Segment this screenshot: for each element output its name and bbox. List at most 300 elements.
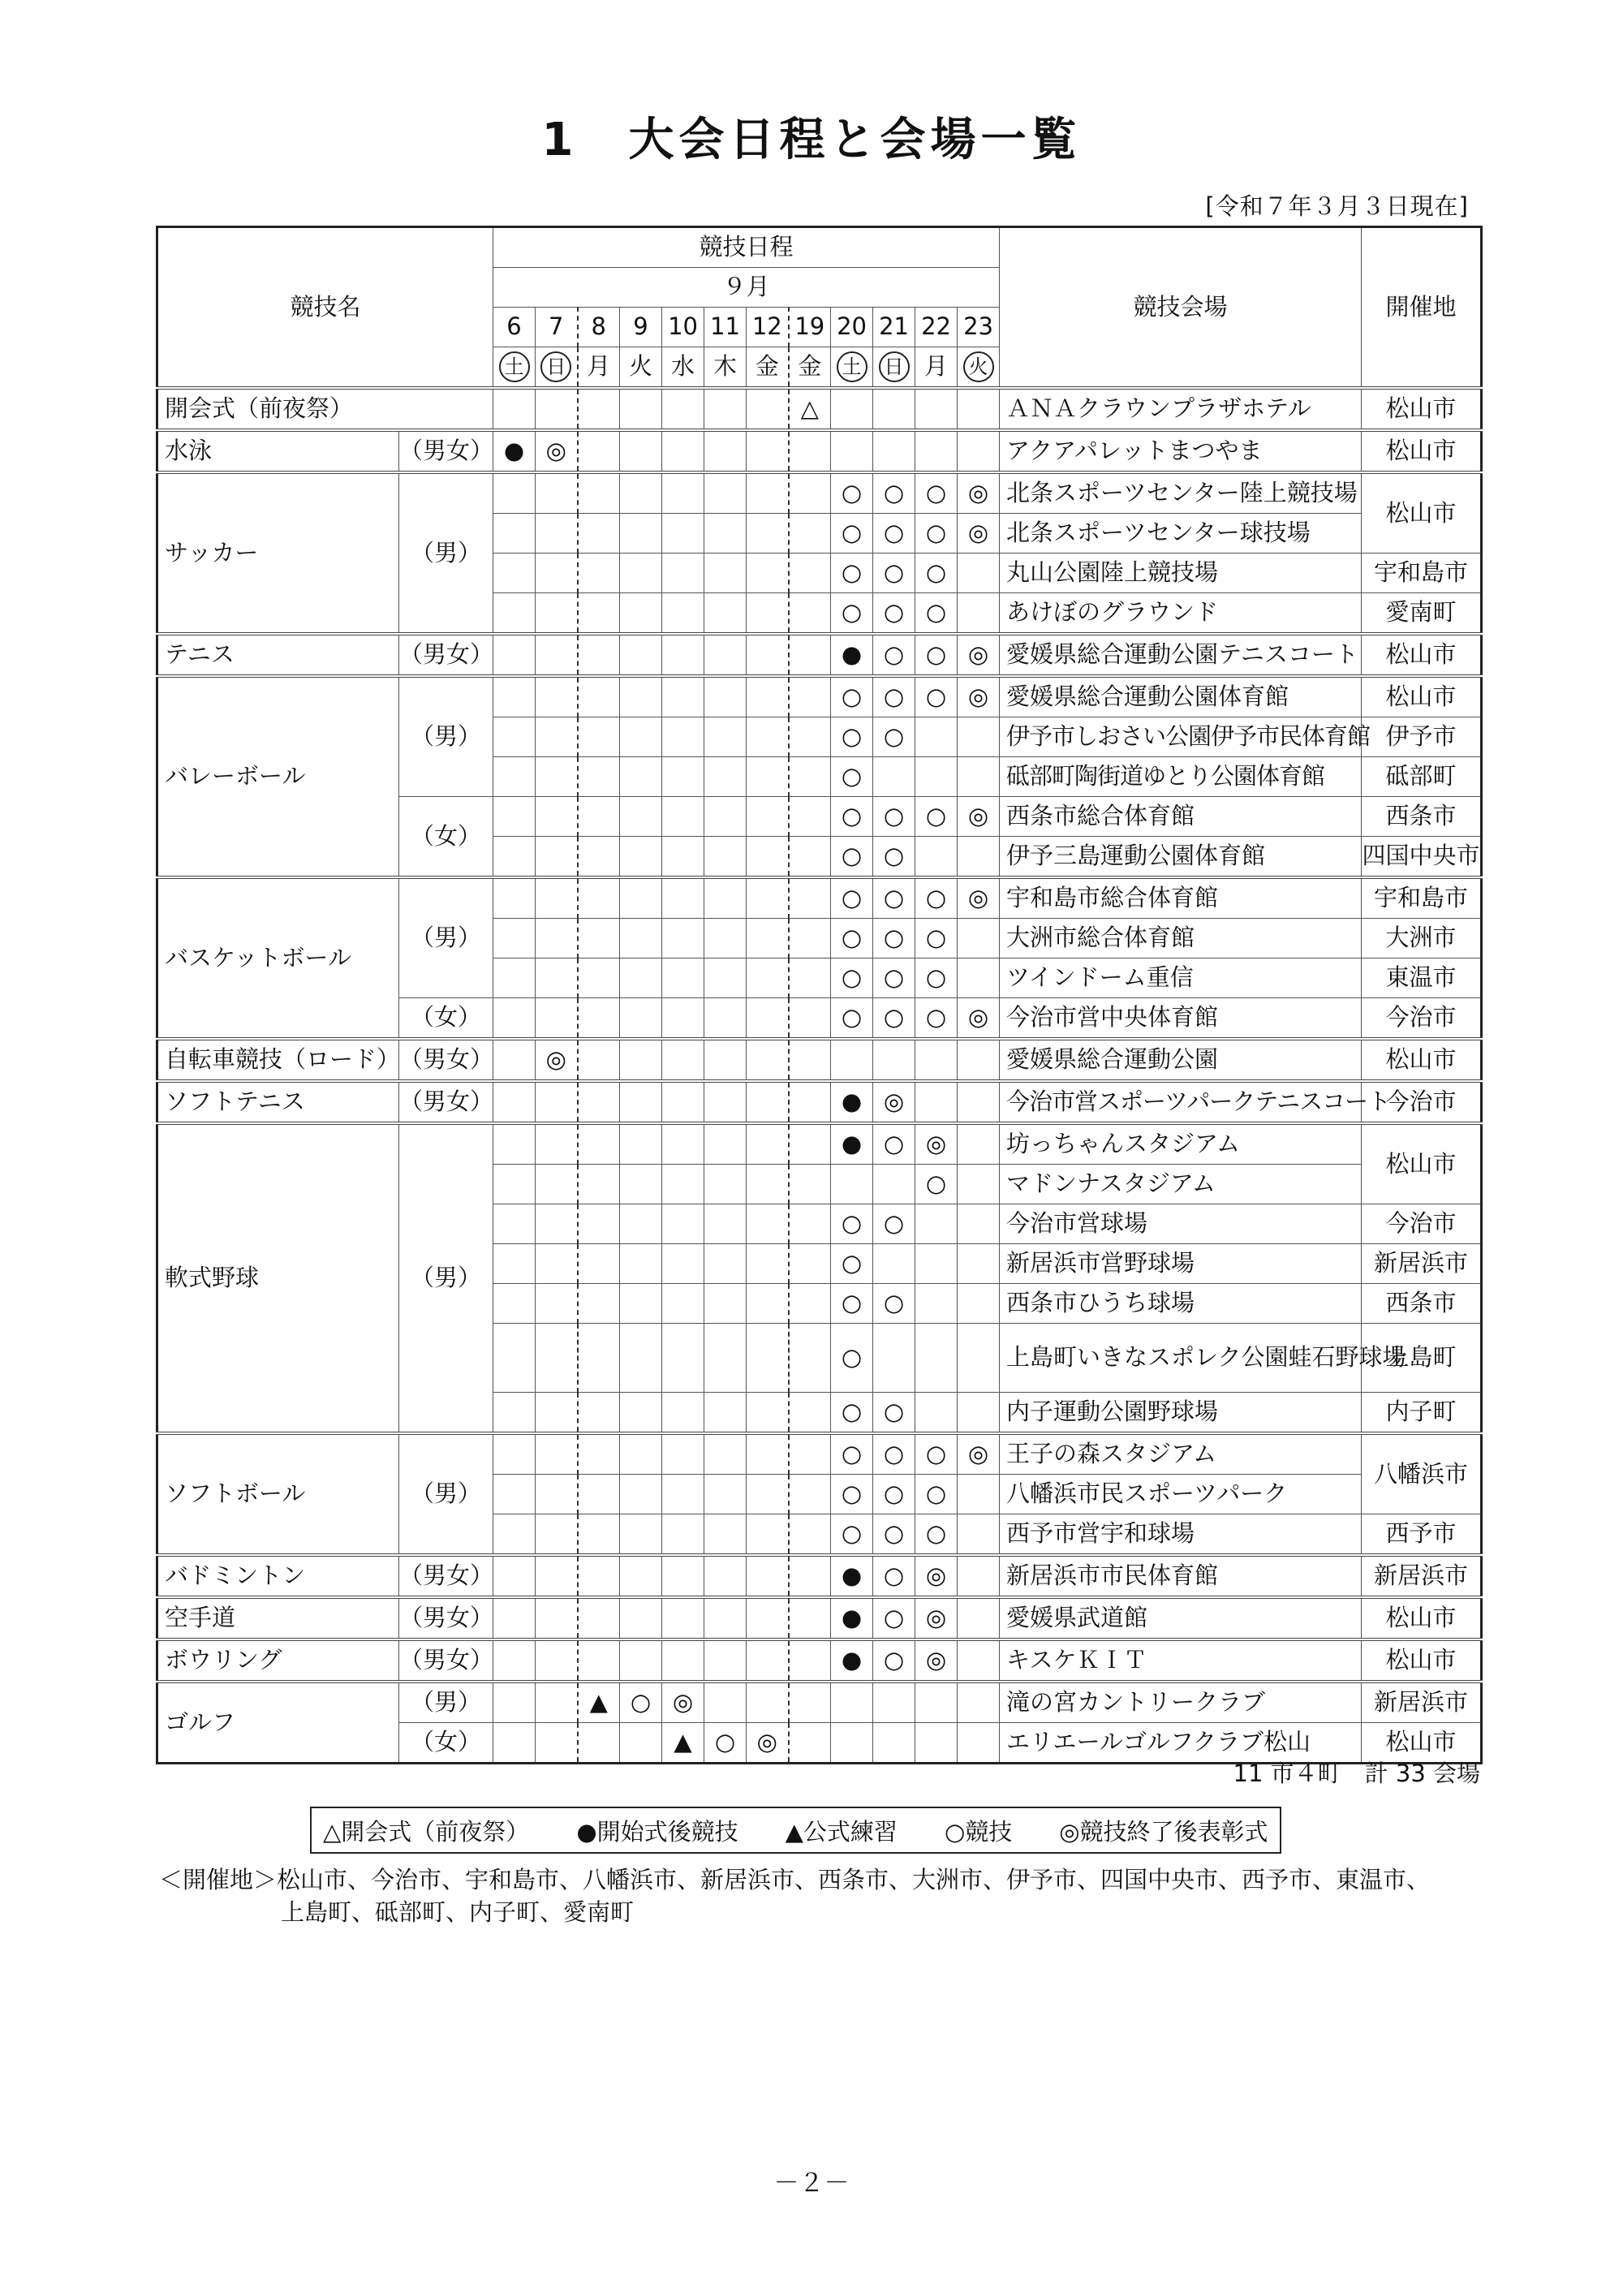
schedule-mark: ○ — [873, 593, 915, 635]
header-weekday — [958, 347, 1000, 389]
host-city: 松山市 — [1362, 430, 1482, 472]
schedule-mark — [789, 514, 831, 554]
table-row — [157, 1081, 1482, 1123]
schedule-mark — [747, 388, 789, 430]
venue-name: 西予市営宇和球場 — [1000, 1514, 1362, 1556]
schedule-mark — [789, 837, 831, 878]
venue-name: あけぼのグラウンド — [1000, 593, 1362, 635]
table-row — [157, 1039, 1482, 1081]
schedule-mark — [789, 797, 831, 837]
schedule-mark — [662, 634, 704, 676]
schedule-mark — [873, 1324, 915, 1393]
schedule-mark — [704, 877, 747, 919]
schedule-mark — [493, 676, 536, 717]
schedule-mark: ○ — [873, 472, 915, 514]
schedule-mark — [536, 634, 578, 676]
schedule-mark: ◎ — [958, 877, 1000, 919]
schedule-mark — [704, 1081, 747, 1123]
schedule-mark — [662, 1639, 704, 1682]
schedule-mark — [747, 1475, 789, 1514]
schedule-mark — [578, 634, 620, 676]
schedule-mark — [747, 634, 789, 676]
schedule-mark — [958, 1393, 1000, 1434]
event-division: （男女） — [399, 634, 493, 676]
schedule-mark — [662, 797, 704, 837]
schedule-mark — [620, 1723, 662, 1764]
schedule-mark — [578, 1324, 620, 1393]
schedule-mark — [578, 388, 620, 430]
schedule-mark — [704, 837, 747, 878]
schedule-mark — [704, 634, 747, 676]
schedule-mark — [704, 1039, 747, 1081]
table-row — [157, 1433, 1482, 1475]
schedule-mark — [747, 1514, 789, 1556]
venue-name: エリエールゴルフクラブ松山 — [1000, 1723, 1362, 1764]
header-day: 22 — [915, 308, 958, 347]
schedule-mark — [578, 1081, 620, 1123]
schedule-mark: ○ — [831, 1324, 873, 1393]
schedule-mark — [578, 1514, 620, 1556]
schedule-mark — [915, 1039, 958, 1081]
venue-name: 丸山公園陸上競技場 — [1000, 554, 1362, 593]
venue-name: 宇和島市総合体育館 — [1000, 877, 1362, 919]
schedule-mark — [493, 958, 536, 998]
schedule-mark — [620, 1433, 662, 1475]
venue-name: 砥部町陶街道ゆとり公園体育館 — [1000, 757, 1362, 797]
schedule-mark: ○ — [831, 472, 873, 514]
header-day: 8 — [578, 308, 620, 347]
schedule-mark — [578, 1433, 620, 1475]
host-city: 内子町 — [1362, 1393, 1482, 1434]
event-name: バスケットボール — [157, 877, 399, 1039]
schedule-mark — [578, 1284, 620, 1324]
schedule-mark — [915, 1324, 958, 1393]
venue-name: 西条市総合体育館 — [1000, 797, 1362, 837]
schedule-mark — [704, 1433, 747, 1475]
host-city: 新居浜市 — [1362, 1555, 1482, 1597]
weekday-label: 土 — [499, 351, 530, 382]
schedule-mark: ○ — [704, 1723, 747, 1764]
schedule-mark — [662, 1393, 704, 1434]
schedule-mark — [704, 388, 747, 430]
schedule-mark — [789, 1123, 831, 1165]
schedule-mark — [789, 1204, 831, 1244]
as-of-date: [令和７年３月３日現在] — [1205, 192, 1469, 220]
schedule-mark — [704, 1165, 747, 1204]
schedule-mark: ○ — [873, 1204, 915, 1244]
schedule-mark: ◎ — [873, 1081, 915, 1123]
schedule-mark — [704, 676, 747, 717]
schedule-mark — [747, 998, 789, 1040]
schedule-mark: ▲ — [578, 1682, 620, 1723]
schedule-mark: ● — [831, 1081, 873, 1123]
schedule-mark: ○ — [873, 919, 915, 958]
schedule-mark — [958, 837, 1000, 878]
venue-name: ＡＮＡクラウンプラザホテル — [1000, 388, 1362, 430]
schedule-mark: ○ — [831, 757, 873, 797]
schedule-mark: ○ — [873, 1475, 915, 1514]
schedule-mark — [747, 757, 789, 797]
schedule-mark — [662, 1475, 704, 1514]
schedule-mark — [958, 1123, 1000, 1165]
schedule-mark — [493, 837, 536, 878]
schedule-mark — [620, 388, 662, 430]
schedule-mark: ● — [831, 634, 873, 676]
table-row — [157, 472, 1482, 514]
schedule-mark — [620, 1639, 662, 1682]
schedule-mark — [958, 1682, 1000, 1723]
table-row — [157, 430, 1482, 472]
event-name: テニス — [157, 634, 399, 676]
header-weekday — [620, 347, 662, 389]
schedule-mark: ○ — [831, 1284, 873, 1324]
schedule-mark — [831, 1039, 873, 1081]
schedule-mark: ◎ — [915, 1555, 958, 1597]
venue-name: 上島町いきなスポレク公園蛙石野球場 — [1000, 1324, 1362, 1393]
table-row — [157, 676, 1482, 717]
schedule-mark — [662, 514, 704, 554]
schedule-mark — [747, 514, 789, 554]
schedule-mark — [493, 1165, 536, 1204]
schedule-mark — [747, 1284, 789, 1324]
schedule-mark — [620, 1244, 662, 1284]
schedule-mark: ○ — [873, 1555, 915, 1597]
schedule-mark — [578, 472, 620, 514]
schedule-mark — [958, 1723, 1000, 1764]
schedule-mark — [578, 1475, 620, 1514]
schedule-mark — [620, 554, 662, 593]
schedule-mark — [958, 554, 1000, 593]
weekday-label: 月 — [587, 352, 611, 381]
schedule-mark — [493, 1723, 536, 1764]
schedule-mark — [493, 1204, 536, 1244]
schedule-mark — [789, 554, 831, 593]
schedule-mark — [620, 676, 662, 717]
schedule-mark — [915, 1393, 958, 1434]
header-day: 23 — [958, 308, 1000, 347]
schedule-mark — [831, 1723, 873, 1764]
venue-name: 愛媛県総合運動公園体育館 — [1000, 676, 1362, 717]
table-row — [157, 1639, 1482, 1682]
schedule-mark — [578, 1723, 620, 1764]
weekday-label: 日 — [879, 351, 910, 382]
schedule-mark — [789, 998, 831, 1040]
event-division: （女） — [399, 797, 493, 878]
schedule-mark — [789, 1393, 831, 1434]
schedule-mark — [620, 472, 662, 514]
schedule-mark — [662, 1081, 704, 1123]
schedule-mark — [578, 1039, 620, 1081]
schedule-mark — [789, 1555, 831, 1597]
schedule-mark — [747, 1555, 789, 1597]
schedule-mark — [704, 1597, 747, 1639]
schedule-mark: ◎ — [958, 634, 1000, 676]
schedule-mark — [662, 388, 704, 430]
schedule-mark — [620, 1204, 662, 1244]
legend-item-awards: ◎競技終了後表彰式 — [1059, 1817, 1268, 1846]
schedule-mark — [747, 919, 789, 958]
table-row — [157, 877, 1482, 919]
schedule-mark — [578, 676, 620, 717]
schedule-mark: ◎ — [662, 1682, 704, 1723]
schedule-mark — [789, 472, 831, 514]
schedule-mark — [873, 1244, 915, 1284]
schedule-mark — [493, 1324, 536, 1393]
schedule-mark: ○ — [915, 797, 958, 837]
schedule-mark — [704, 958, 747, 998]
venue-name: 西条市ひうち球場 — [1000, 1284, 1362, 1324]
schedule-mark: ◎ — [958, 998, 1000, 1040]
schedule-mark — [958, 717, 1000, 757]
schedule-mark — [620, 1165, 662, 1204]
schedule-mark — [578, 877, 620, 919]
schedule-mark — [958, 1039, 1000, 1081]
legend-item-opening-ceremony: △開会式（前夜祭） — [323, 1817, 530, 1846]
venue-name: 愛媛県総合運動公園テニスコート — [1000, 634, 1362, 676]
weekday-label: 金 — [798, 352, 822, 381]
schedule-mark — [958, 919, 1000, 958]
schedule-mark — [536, 1081, 578, 1123]
host-city: 松山市 — [1362, 1123, 1482, 1204]
table-row — [157, 634, 1482, 676]
schedule-mark: ◎ — [536, 1039, 578, 1081]
host-city: 西条市 — [1362, 797, 1482, 837]
schedule-mark: ○ — [915, 1433, 958, 1475]
header-weekday — [704, 347, 747, 389]
weekday-label: 火 — [629, 352, 653, 381]
schedule-mark — [873, 388, 915, 430]
schedule-mark — [789, 1284, 831, 1324]
schedule-mark: ○ — [873, 1639, 915, 1682]
schedule-mark — [662, 1165, 704, 1204]
schedule-mark — [620, 1039, 662, 1081]
schedule-mark: ○ — [873, 717, 915, 757]
schedule-mark — [536, 1682, 578, 1723]
host-cities-note — [159, 1863, 1490, 1928]
schedule-mark: ○ — [873, 1393, 915, 1434]
schedule-mark — [958, 1284, 1000, 1324]
schedule-mark: ○ — [831, 676, 873, 717]
schedule-mark — [704, 593, 747, 635]
header-day: 21 — [873, 308, 915, 347]
host-city: 大洲市 — [1362, 919, 1482, 958]
schedule-mark — [831, 1682, 873, 1723]
header-event-name: 競技名 — [157, 227, 493, 389]
schedule-mark — [958, 1204, 1000, 1244]
schedule-mark — [536, 514, 578, 554]
schedule-mark — [620, 634, 662, 676]
schedule-mark — [747, 430, 789, 472]
schedule-mark — [536, 388, 578, 430]
event-division: （男女） — [399, 1597, 493, 1639]
schedule-mark — [958, 1514, 1000, 1556]
schedule-mark — [873, 757, 915, 797]
host-city: 松山市 — [1362, 1039, 1482, 1081]
schedule-mark: ◎ — [915, 1123, 958, 1165]
schedule-mark — [915, 1204, 958, 1244]
schedule-mark — [536, 1324, 578, 1393]
schedule-mark — [662, 1597, 704, 1639]
table-row — [157, 1123, 1482, 1165]
schedule-mark: ○ — [915, 554, 958, 593]
schedule-mark — [958, 1165, 1000, 1204]
schedule-mark: ○ — [873, 514, 915, 554]
schedule-mark: ○ — [620, 1682, 662, 1723]
schedule-mark — [789, 430, 831, 472]
host-city: 四国中央市 — [1362, 837, 1482, 878]
header-month: ９月 — [493, 268, 1000, 308]
schedule-mark — [578, 998, 620, 1040]
header-day: 20 — [831, 308, 873, 347]
schedule-mark — [493, 593, 536, 635]
header-weekday — [578, 347, 620, 389]
schedule-mark — [958, 958, 1000, 998]
schedule-mark — [536, 1433, 578, 1475]
weekday-label: 月 — [924, 352, 949, 381]
schedule-mark: ○ — [831, 1244, 873, 1284]
host-city: 松山市 — [1362, 1723, 1482, 1764]
event-division: （男女） — [399, 430, 493, 472]
schedule-mark — [662, 593, 704, 635]
schedule-mark — [915, 1723, 958, 1764]
host-city: 松山市 — [1362, 1639, 1482, 1682]
schedule-mark: ○ — [831, 1204, 873, 1244]
schedule-mark: ◎ — [958, 797, 1000, 837]
schedule-mark — [578, 593, 620, 635]
schedule-mark — [704, 472, 747, 514]
host-city: 松山市 — [1362, 676, 1482, 717]
venue-name: 坊っちゃんスタジアム — [1000, 1123, 1362, 1165]
schedule-mark — [873, 1682, 915, 1723]
schedule-mark: ● — [831, 1123, 873, 1165]
schedule-mark — [620, 1475, 662, 1514]
schedule-mark — [620, 1284, 662, 1324]
schedule-mark — [620, 1081, 662, 1123]
schedule-mark — [536, 1123, 578, 1165]
schedule-mark — [620, 919, 662, 958]
schedule-mark — [662, 1039, 704, 1081]
schedule-mark — [620, 593, 662, 635]
event-name: 水泳 — [157, 430, 399, 472]
schedule-mark — [747, 1433, 789, 1475]
schedule-mark: ○ — [873, 797, 915, 837]
schedule-mark — [704, 1639, 747, 1682]
host-city: 愛南町 — [1362, 593, 1482, 635]
schedule-mark — [704, 1555, 747, 1597]
schedule-mark — [578, 757, 620, 797]
schedule-mark — [578, 837, 620, 878]
header-weekday — [493, 347, 536, 389]
schedule-mark — [789, 757, 831, 797]
schedule-mark — [493, 1039, 536, 1081]
schedule-mark: ◎ — [958, 514, 1000, 554]
schedule-mark: ○ — [831, 514, 873, 554]
table-row — [157, 1597, 1482, 1639]
schedule-mark — [620, 1555, 662, 1597]
schedule-mark: ○ — [873, 676, 915, 717]
header-day: 19 — [789, 308, 831, 347]
schedule-mark: ● — [831, 1597, 873, 1639]
schedule-mark — [747, 958, 789, 998]
host-city: 伊予市 — [1362, 717, 1482, 757]
schedule-mark: ○ — [831, 554, 873, 593]
schedule-mark: ○ — [873, 554, 915, 593]
host-city: 東温市 — [1362, 958, 1482, 998]
schedule-mark — [704, 1324, 747, 1393]
schedule-mark: ○ — [873, 1514, 915, 1556]
schedule-mark — [536, 1284, 578, 1324]
host-cities-line-2: 上島町、砥部町、内子町、愛南町 — [281, 1898, 635, 1927]
schedule-mark — [536, 1393, 578, 1434]
schedule-mark: ○ — [831, 1433, 873, 1475]
schedule-mark: ● — [831, 1639, 873, 1682]
schedule-mark: ○ — [915, 1514, 958, 1556]
host-city: 今治市 — [1362, 998, 1482, 1040]
schedule-mark — [958, 1555, 1000, 1597]
schedule-mark — [493, 634, 536, 676]
venue-name: 北条スポーツセンター球技場 — [1000, 514, 1362, 554]
schedule-mark: ○ — [915, 1475, 958, 1514]
event-division: （男） — [399, 877, 493, 998]
host-city: 宇和島市 — [1362, 877, 1482, 919]
schedule-mark — [578, 1204, 620, 1244]
header-weekday — [915, 347, 958, 389]
schedule-mark — [493, 1433, 536, 1475]
schedule-mark — [493, 1081, 536, 1123]
schedule-mark: ○ — [873, 1284, 915, 1324]
schedule-mark — [493, 1393, 536, 1434]
schedule-mark: ○ — [873, 1433, 915, 1475]
header-day: 7 — [536, 308, 578, 347]
schedule-mark — [493, 1555, 536, 1597]
table-row — [157, 388, 1482, 430]
schedule-mark — [915, 1682, 958, 1723]
schedule-mark — [662, 1123, 704, 1165]
schedule-mark: ● — [493, 430, 536, 472]
schedule-mark — [578, 958, 620, 998]
event-name: バレーボール — [157, 676, 399, 877]
event-name: バドミントン — [157, 1555, 399, 1597]
schedule-mark — [747, 1204, 789, 1244]
event-division: （男） — [399, 1123, 493, 1433]
schedule-mark — [536, 1204, 578, 1244]
schedule-mark — [873, 1723, 915, 1764]
schedule-mark — [831, 1165, 873, 1204]
venue-name: 今治市営スポーツパークテニスコート — [1000, 1081, 1362, 1123]
schedule-mark — [704, 1244, 747, 1284]
schedule-mark — [620, 998, 662, 1040]
schedule-mark — [493, 919, 536, 958]
schedule-mark — [789, 958, 831, 998]
schedule-mark — [747, 1039, 789, 1081]
schedule-mark — [662, 472, 704, 514]
schedule-mark — [789, 593, 831, 635]
schedule-mark — [789, 1597, 831, 1639]
schedule-mark: ○ — [915, 634, 958, 676]
schedule-mark — [789, 1682, 831, 1723]
schedule-mark: ◎ — [747, 1723, 789, 1764]
schedule-mark: ◎ — [958, 676, 1000, 717]
schedule-mark — [578, 1123, 620, 1165]
event-name: ボウリング — [157, 1639, 399, 1682]
schedule-mark — [662, 1324, 704, 1393]
schedule-mark: ○ — [831, 919, 873, 958]
schedule-mark — [915, 757, 958, 797]
schedule-mark — [578, 1165, 620, 1204]
schedule-mark — [915, 430, 958, 472]
venue-name: 新居浜市営野球場 — [1000, 1244, 1362, 1284]
event-division: （女） — [399, 998, 493, 1040]
